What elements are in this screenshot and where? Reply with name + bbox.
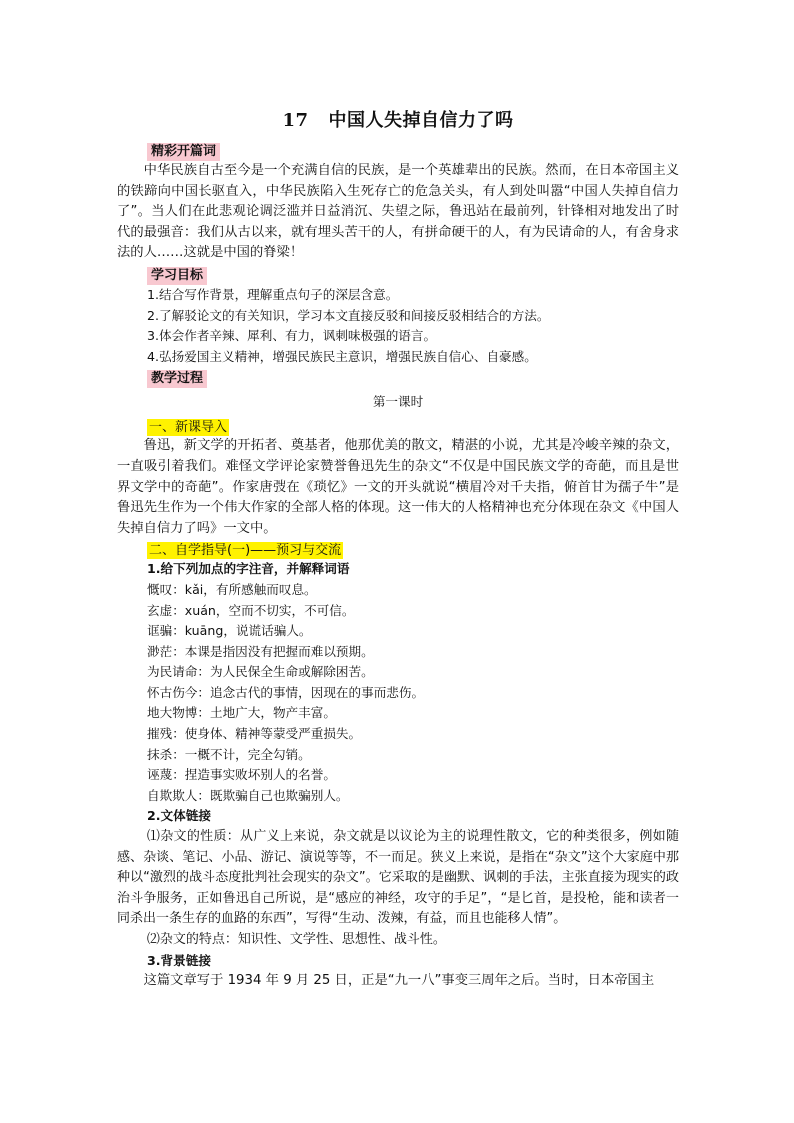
intro-paragraph: 鲁迅，新文学的开拓者、奠基者，他那优美的散文，精湛的小说，尤其是冷峻辛辣的杂文，一直吸引着我们。难怪文学评论家赞誉鲁迅先生的杂文“不仅是中国民族文学的奇葩，而且是世界文学中的奇葩”。作家唐弢在《琐忆》一文的开头就说“横眉冷对千夫指，俯首甘为孺子牛”是鲁迅先生作为一个伟大作家的全部人格的体现。这一伟大的人格精神也充分体现在杂文《中国人失掉自信力了吗》一文中。 <box>117 438 679 536</box>
goal-item: 1.结合写作背景，理解重点句子的深层含意。 <box>147 286 399 302</box>
vocab-item: 为民请命：为人民保全生命或解除困苦。 <box>147 664 374 680</box>
vocab-item: 地大物博：土地广大，物产丰富。 <box>147 705 336 721</box>
opening-tag: 精彩开篇词 <box>147 143 220 161</box>
opening-paragraph: 中华民族自古至今是一个充满自信的民族，是一个英雄辈出的民族。然而，在日本帝国主义的铁蹄向中国长驱直入，中华民族陷入生死存亡的危急关头，有人到处叫嚣“中国人失掉自信力了”。当人们在此悲观论调泛滥并日益消沉、失望之际，鲁迅站在最前列，针锋相对地发出了时代的最强音：我们从古以来，就有埋头苦干的人，有拼命硬干的人，有为民请命的人，有舍身求法的人……这就是中国的脊梁！ <box>117 163 679 261</box>
process-tag: 教学过程 <box>147 370 207 388</box>
document-page <box>117 100 679 992</box>
background-paragraph: 这篇文章写于 1934 年 9 月 25 日，正是“九一八”事变三周年之后。当时，日本帝国主 <box>143 973 655 989</box>
vocab-item: 玄虚：xuán，空而不切实，不可信。 <box>147 602 355 618</box>
page-title <box>117 106 679 132</box>
vocab-item: 摧残：使身体、精神等蒙受严重损失。 <box>147 726 362 742</box>
goal-item: 3.体会作者辛辣、犀利、有力，讽刺味极强的语言。 <box>147 328 437 344</box>
vocab-item: 抹杀：一概不计，完全勾销。 <box>147 746 311 762</box>
vocab-item: 怀古伤今：追念古代的事情，因现在的事而悲伤。 <box>147 684 425 700</box>
goals-tag: 学习目标 <box>147 267 207 285</box>
lesson-title: 中国人失掉自信力了吗 <box>328 110 514 131</box>
lesson-number: 17 <box>282 110 309 131</box>
vocab-item: 诬蔑：捏造事实败坏别人的名誉。 <box>147 767 336 783</box>
genre-link-heading: 2.文体链接 <box>147 808 211 824</box>
vocab-item: 渺茫：本课是指因没有把握而难以预期。 <box>147 643 374 659</box>
background-heading: 3.背景链接 <box>147 952 211 968</box>
genre-nature-paragraph: ⑴杂文的性质：从广义上来说，杂文就是以议论为主的说理性散文，它的种类很多，例如随感、杂谈、笔记、小品、游记、演说等等，不一而足。狭义上来说，是指在“杂文”这个大家庭中那种以“激烈的战斗态度批判社会现实的杂文”。它采取的是幽默、讽刺的手法，主张直接为现实的政治斗争服务，正如鲁迅自己所说，是“感应的神经，攻守的手足”，“是匕首，是投枪，能和读者一同杀出一条生存的血路的东西”，写得“生动、泼辣，有益，而且也能移人情”。 <box>117 829 679 927</box>
genre-features-paragraph: ⑵杂文的特点：知识性、文学性、思想性、战斗性。 <box>146 932 446 947</box>
goal-item: 2.了解驳论文的有关知识，学习本文直接反驳和间接反驳相结合的方法。 <box>147 307 550 323</box>
vocab-item: 自欺欺人：既欺骗自己也欺骗别人。 <box>147 787 349 803</box>
intro-heading: 一、新课导入 <box>149 420 228 436</box>
guide-heading: 二、自学指导(一)——预习与交流 <box>149 543 342 559</box>
lesson-label: 第一课时 <box>372 394 424 410</box>
vocab-item: 慨叹：kǎi，有所感触而叹息。 <box>147 581 317 597</box>
vocab-heading: 1.给下列加点的字注音，并解释词语 <box>147 561 350 577</box>
goal-item: 4.弘扬爱国主义精神，增强民族民主意识，增强民族自信心、自豪感。 <box>147 348 537 364</box>
vocab-item: 诓骗：kuāng，说谎话骗人。 <box>147 623 312 639</box>
